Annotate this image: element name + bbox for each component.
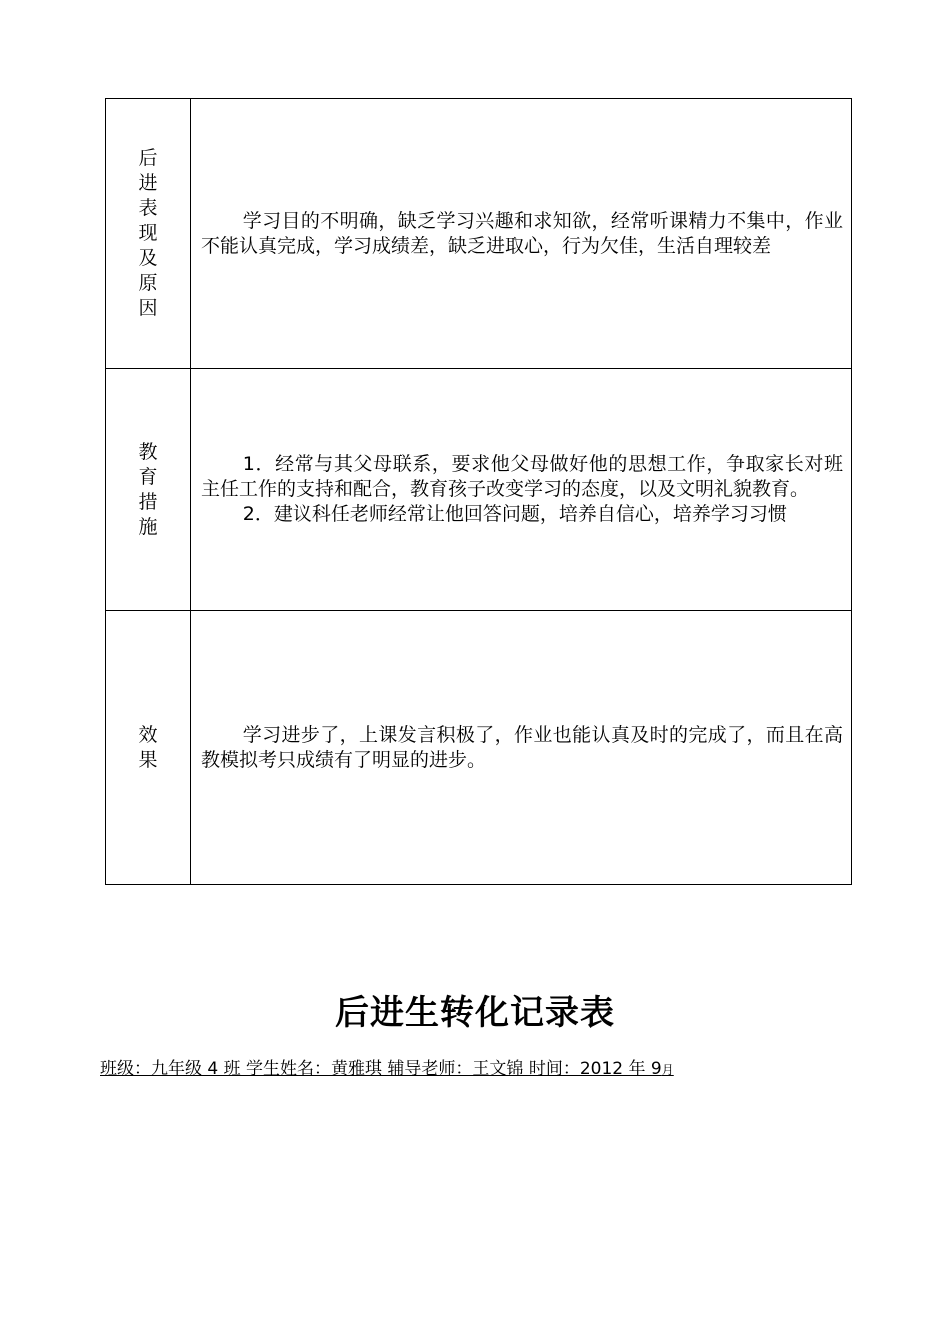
content-cell-measures bbox=[191, 369, 852, 611]
table-row-effect bbox=[106, 611, 852, 885]
label-cell-effect bbox=[106, 611, 191, 885]
content-cell-effect bbox=[191, 611, 852, 885]
label-cell-reasons bbox=[106, 99, 191, 369]
measures-paragraph-2: 2．建议科任老师经常让他回答问题，培养自信心，培养学习习惯 bbox=[242, 503, 787, 525]
effect-paragraph: 学习进步了，上课发言积极了，作业也能认真及时的完成了，而且在高教模拟考只成绩有了明显的进步。 bbox=[201, 723, 843, 771]
row-label-reasons: 后进表现及原因 bbox=[138, 147, 158, 319]
row-label-measures: 教育措施 bbox=[138, 440, 158, 538]
label-cell-measures bbox=[106, 369, 191, 611]
reasons-paragraph: 学习目的不明确，缺乏学习兴趣和求知欲，经常听课精力不集中，作业不能认真完成，学习成绩差，缺乏进取心，行为欠佳，生活自理较差 bbox=[201, 209, 843, 257]
document-title: 后进生转化记录表 bbox=[335, 993, 615, 1033]
month-suffix: 月 bbox=[661, 1063, 674, 1077]
table-row-reasons bbox=[106, 99, 852, 369]
student-info-line bbox=[100, 1057, 674, 1082]
student-info-text: 班级：九年级 4 班 学生姓名：黄雅琪 辅导老师：王文锦 时间：2012 年 9 bbox=[100, 1059, 662, 1079]
measures-paragraph-1: 1．经常与其父母联系，要求他父母做好他的思想工作，争取家长对班主任工作的支持和配合，教育孩子改变学习的态度，以及文明礼貌教育。 bbox=[201, 453, 843, 500]
table-row-measures bbox=[106, 369, 852, 611]
record-table bbox=[105, 98, 852, 885]
row-label-effect: 效果 bbox=[138, 723, 158, 771]
content-cell-reasons bbox=[191, 99, 852, 369]
